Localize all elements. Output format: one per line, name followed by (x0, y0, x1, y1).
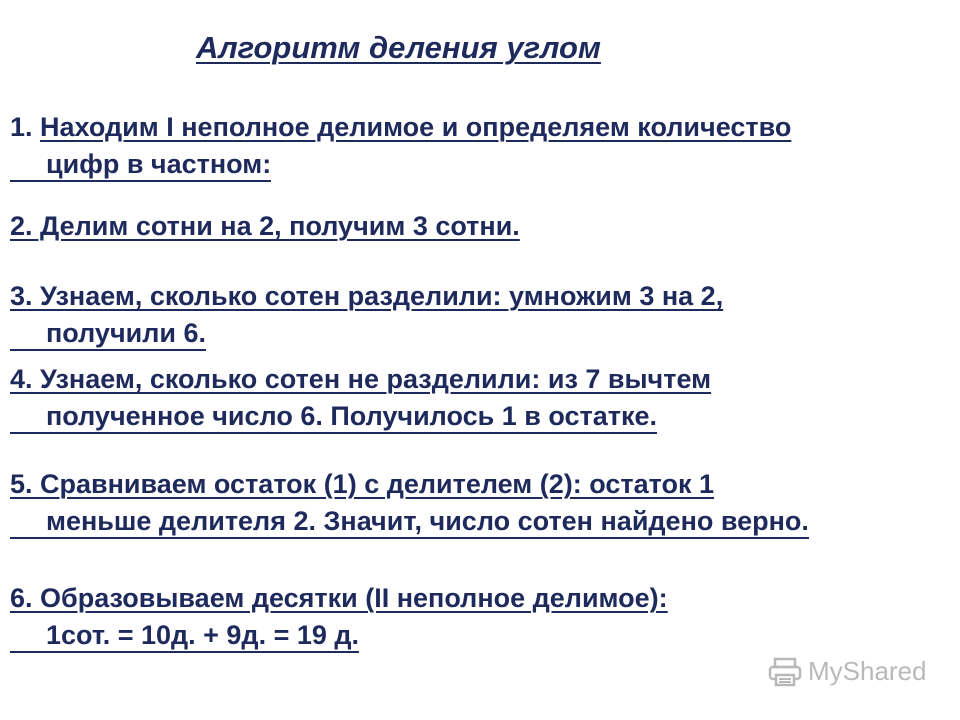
step-6-line-2: 1сот. = 10д. + 9д. = 19 д. (10, 620, 359, 653)
step-6 (10, 580, 668, 654)
step-1-line-2-text: цифр в частном: (10, 149, 271, 182)
step-3-line-1: 3. Узнаем, сколько сотен разделили: умножим 3 на 2, (10, 281, 724, 311)
step-4-line-1: 4. Узнаем, сколько сотен не разделили: из 7 вычтем (10, 364, 712, 394)
step-4 (10, 361, 711, 435)
step-1 (10, 109, 791, 183)
step-6-line-1: 6. Образовываем десятки (II неполное делимое): (10, 583, 668, 613)
step-2-line-1: 2. Делим сотни на 2, получим 3 сотни. (10, 211, 520, 241)
step-5-line-1: 5. Сравниваем остаток (1) с делителем (2): остаток 1 (10, 469, 715, 499)
step-1-line-2 (10, 146, 791, 183)
step-3 (10, 278, 723, 352)
slide-title: Алгоритм деления углом (196, 30, 601, 65)
watermark-text: MyShared (808, 656, 927, 686)
step-5-line-2: меньше делителя 2. Значит, число сотен найдено верно. (10, 506, 809, 539)
watermark (768, 656, 927, 687)
printer-logo-icon (768, 657, 802, 687)
step-2 (10, 208, 520, 245)
step-1-line-1-text: Находим I неполное делимое и определяем количество (40, 112, 792, 142)
step-4-line-2: полученное число 6. Получилось 1 в остатке. (10, 401, 657, 434)
step-3-line-2: получили 6. (10, 318, 206, 351)
step-5 (10, 466, 809, 540)
step-1-line-1: 1. Находим I неполное делимое и определяем количество (10, 112, 792, 142)
